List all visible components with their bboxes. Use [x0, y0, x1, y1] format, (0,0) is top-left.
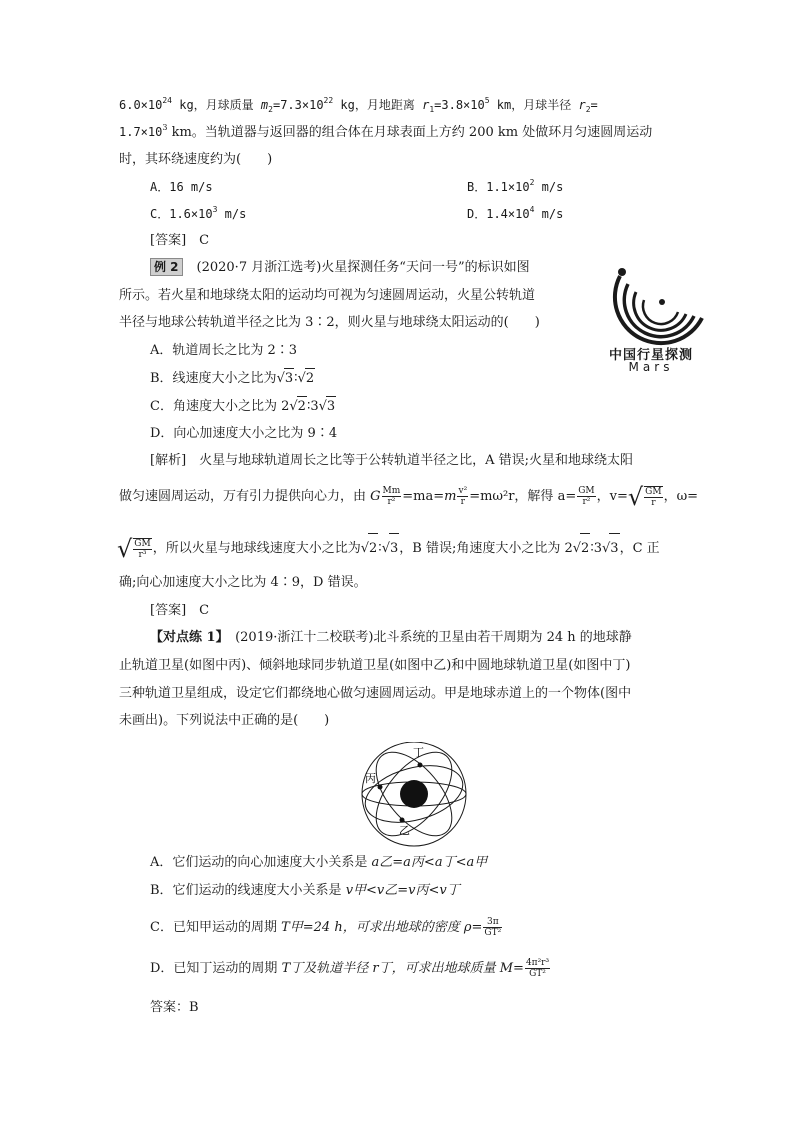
practice-answer: 答案：B [150, 1000, 199, 1015]
satellite-yi [400, 818, 405, 823]
earth-icon [400, 780, 428, 808]
example-2-option-a: A．轨道周长之比为 2∶3 [150, 343, 298, 358]
q1-option-c: C．$1.6\times 10^3$ m/s [150, 205, 247, 221]
logo-mars: Mars [628, 360, 674, 374]
logo-caption: 中国行星探测 [608, 348, 693, 363]
orbit-diagram [356, 742, 476, 850]
analysis-line1: [解析] 火星与地球轨道周长之比等于公转轨道半径之比，A 错误;火星和地球绕太阳 [150, 453, 634, 468]
example-2-line1: 例 2 (2020·7 月浙江选考)火星探测任务“天问一号”的标识如图 [150, 258, 530, 278]
example-2-option-c: C．角速度大小之比为 2√2∶3√3 [150, 396, 336, 417]
example-2-line3: 半径与地球公转轨道半径之比为 3∶2，则火星与地球绕太阳运动的( ) [119, 315, 540, 330]
example-tag: 例 2 [150, 258, 183, 276]
analysis-answer: [答案] C [150, 603, 210, 618]
satellite-bing [378, 785, 383, 790]
label-yi: 乙 [399, 824, 410, 837]
label-bing: 丙 [365, 772, 376, 785]
practice-line4: 未画出)。下列说法中正确的是( ) [119, 713, 330, 728]
q1-answer: [答案] C [150, 233, 210, 248]
example-2-line2: 所示。若火星和地球绕太阳的运动均可视为匀速圆周运动，火星公转轨道 [119, 288, 536, 303]
analysis-line4: 确;向心加速度大小之比为 4∶9，D 错误。 [119, 575, 367, 590]
analysis-line2: 做匀速圆周运动，万有引力提供向心力，由 G $\frac{Mm}{\text{r²}}$ =ma=m $\frac{\text{v²}}{r}$ =mω²r，解得 a= $\frac{GM}{\text{r²}}$ ，v=√ $\frac{GM}{r}$ ，ω= [119, 482, 699, 511]
practice-option-d: D．已知丁运动的周期 T丁及轨道半径 r丁，可求出地球质量 M= $\frac{\text{4π²r³}}{\text{GT²}}$ [150, 958, 550, 979]
example-2-option-b: B．线速度大小之比为√3∶√2 [150, 368, 315, 389]
satellite-ding [418, 763, 423, 768]
practice-line3: 三种轨道卫星组成，设定它们都绕地心做匀速圆周运动。甲是地球赤道上的一个物体(图中 [119, 686, 632, 701]
tianwen-logo [590, 258, 712, 376]
practice-line1: 【对点练 1】 (2019·浙江十二校联考)北斗系统的卫星由若干周期为 24 h 的地球静 [150, 630, 632, 645]
q1-line2: $1.7\times 10^3$ km。当轨道器与返回器的组合体在月球表面上方约 200 km 处做环月匀速圆周运动 [119, 123, 653, 140]
mars-rings-icon [590, 258, 712, 348]
q1-option-d: D．$1.4\times 10^4$ m/s [467, 205, 564, 221]
label-ding: 丁 [413, 746, 424, 759]
q1-line3: 时，其环绕速度约为( ) [119, 152, 273, 167]
q1-line1: $6.0\times 10^{24}$ kg，月球质量 $m_2=7.3\times 10^{22}$ kg，月地距离 $r_1=3.8\times 10^5$ km，月球半径 $r_2=$ [119, 96, 598, 114]
practice-option-b: B．它们运动的线速度大小关系是 v甲<v乙=v丙<v丁 [150, 883, 460, 898]
analysis-line3: √ $\frac{GM}{\text{r³}}$ ，所以火星与地球线速度大小之比为√2∶√3，B 错误;角速度大小之比为 2√2∶3√3，C 正 [117, 534, 660, 563]
q1-option-b: B．$1.1\times 10^2$ m/s [467, 178, 564, 194]
example-2-option-d: D．向心加速度大小之比为 9∶4 [150, 426, 338, 441]
practice-option-c: C．已知甲运动的周期 T甲=24 h，可求出地球的密度 ρ= $\frac{3\pi}{\text{GT²}}$ [150, 917, 502, 938]
practice-option-a: A．它们运动的向心加速度大小关系是 a乙=a丙<a丁<a甲 [150, 855, 488, 870]
q1-option-a: A．16 m/s [150, 180, 213, 194]
practice-line2: 止轨道卫星(如图中丙)、倾斜地球同步轨道卫星(如图中乙)和中圆地球轨道卫星(如图中丁) [119, 658, 631, 673]
